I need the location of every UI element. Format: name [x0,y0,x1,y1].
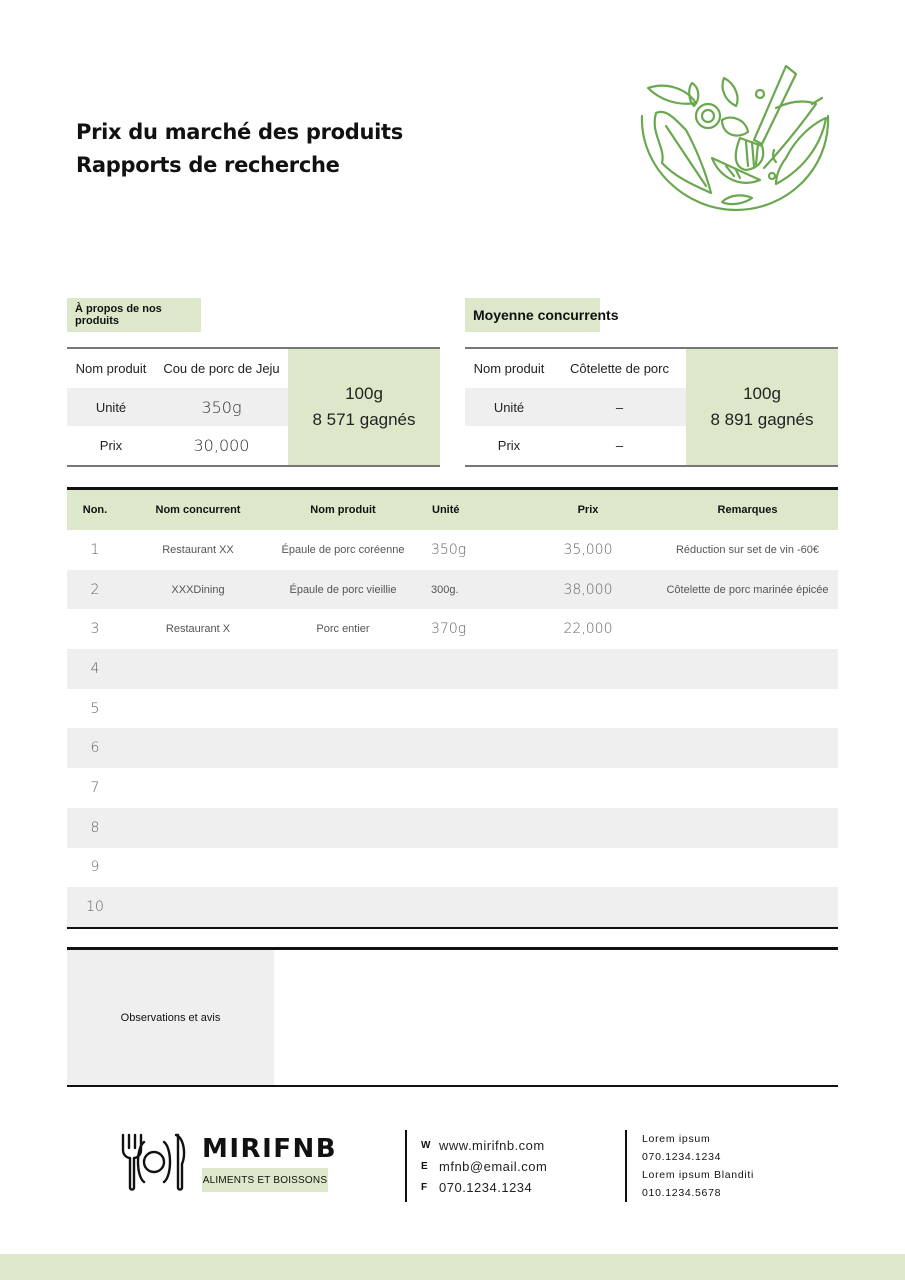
cell-remarks: Réduction sur set de vin -60€ [675,543,820,556]
table-row [67,609,838,649]
competitor-average-label: Moyenne concurrents [465,298,600,332]
our-product-table [67,347,440,467]
contact-fax [421,1177,547,1198]
cell-unit: 300g. [431,583,459,596]
info-value: Cou de porc de Jeju [163,360,280,376]
info-value: – [615,438,624,454]
info-key: Unité [95,399,127,415]
summary-value: 8 571 gagnés [312,410,416,429]
contact-key: W [421,1140,431,1151]
our-product-summary [288,349,440,465]
competitor-average-summary [686,349,838,465]
contact-website [421,1135,547,1156]
competitor-average-table [465,347,838,467]
extra-line: 070.1234.1234 [642,1151,722,1163]
page-title [76,116,403,182]
observations-label: Observations et avis [67,950,274,1085]
cell-price: 22,000 [563,621,613,638]
info-key: Unité [493,399,525,415]
extra-line: Lorem ipsum Blanditi [642,1169,755,1181]
column-header-price: Prix [577,504,599,516]
cell-no: 9 [90,859,100,876]
fax-number: 070.1234.1234 [439,1180,533,1195]
info-row-product-name [465,349,686,388]
column-header-remarks: Remarques [717,504,778,516]
info-row-price [465,426,686,465]
info-value: 350g [201,397,242,417]
contact-email [421,1156,547,1177]
email-link[interactable]: mfnb@email.com [439,1159,548,1174]
cell-no: 2 [90,581,100,598]
cell-competitor: XXXDining [171,583,225,596]
title-line-2: Rapports de recherche [76,153,340,177]
cell-no: 4 [90,660,100,677]
observations-field[interactable] [274,950,838,1085]
info-row-product-name [67,349,288,388]
our-products-label: À propos de nos produits [67,298,201,332]
table-row [67,887,838,927]
cell-product: Épaule de porc vieillie [289,583,397,596]
summary-unit: 100g [345,384,383,403]
cell-product: Porc entier [316,623,370,636]
cell-no: 7 [90,779,100,796]
salad-bowl-icon [636,58,832,216]
table-row [67,808,838,848]
info-row-price [67,426,288,465]
footer-band [0,1254,905,1280]
info-value: 30,000 [193,436,250,456]
cell-price: 38,000 [563,581,613,598]
extra-info-block [625,1130,754,1202]
summary-unit: 100g [743,384,781,403]
table-row [67,530,838,570]
title-line-1: Prix du marché des produits [76,120,403,144]
contact-key: F [421,1182,428,1193]
table-row [67,689,838,729]
plate-fork-knife-icon [120,1132,188,1192]
column-header-competitor: Nom concurrent [155,504,241,516]
table-row [67,848,838,888]
cell-product: Épaule de porc coréenne [281,543,405,556]
column-header-no: Non. [82,504,108,516]
contact-block [405,1130,547,1202]
competitors-table [67,487,838,929]
cell-unit: 370g [431,621,467,638]
info-row-unit [67,388,288,427]
brand-tagline: ALIMENTS ET BOISSONS [202,1168,328,1192]
cell-no: 10 [86,899,104,916]
brand-block [120,1130,340,1200]
observations-section [67,947,838,1087]
info-value: Côtelette de porc [569,360,669,376]
info-key: Nom produit [75,360,147,376]
brand-name: MIRIFNB [202,1134,338,1164]
cell-no: 5 [90,700,100,717]
cell-no: 1 [90,541,100,558]
column-header-unit: Unité [432,504,460,516]
extra-line: Lorem ipsum [642,1133,711,1145]
column-header-product: Nom produit [310,504,376,516]
info-key: Prix [497,438,521,454]
cell-price: 35,000 [563,541,613,558]
info-key: Prix [99,438,123,454]
table-row [67,768,838,808]
cell-competitor: Restaurant XX [162,543,234,556]
website-link[interactable]: www.mirifnb.com [439,1138,545,1153]
cell-no: 3 [90,621,100,638]
table-row [67,649,838,689]
info-row-unit [465,388,686,427]
cell-unit: 350g [431,541,467,558]
table-row [67,728,838,768]
cell-no: 8 [90,819,100,836]
contact-key: E [421,1161,428,1172]
cell-remarks: Côtelette de porc marinée épicée [666,583,829,596]
summary-value: 8 891 gagnés [710,410,814,429]
info-value: – [615,399,624,415]
table-row [67,570,838,610]
info-key: Nom produit [473,360,545,376]
table-header-row [67,490,838,530]
extra-line: 010.1234.5678 [642,1187,722,1199]
cell-no: 6 [90,740,100,757]
cell-competitor: Restaurant X [165,623,231,636]
